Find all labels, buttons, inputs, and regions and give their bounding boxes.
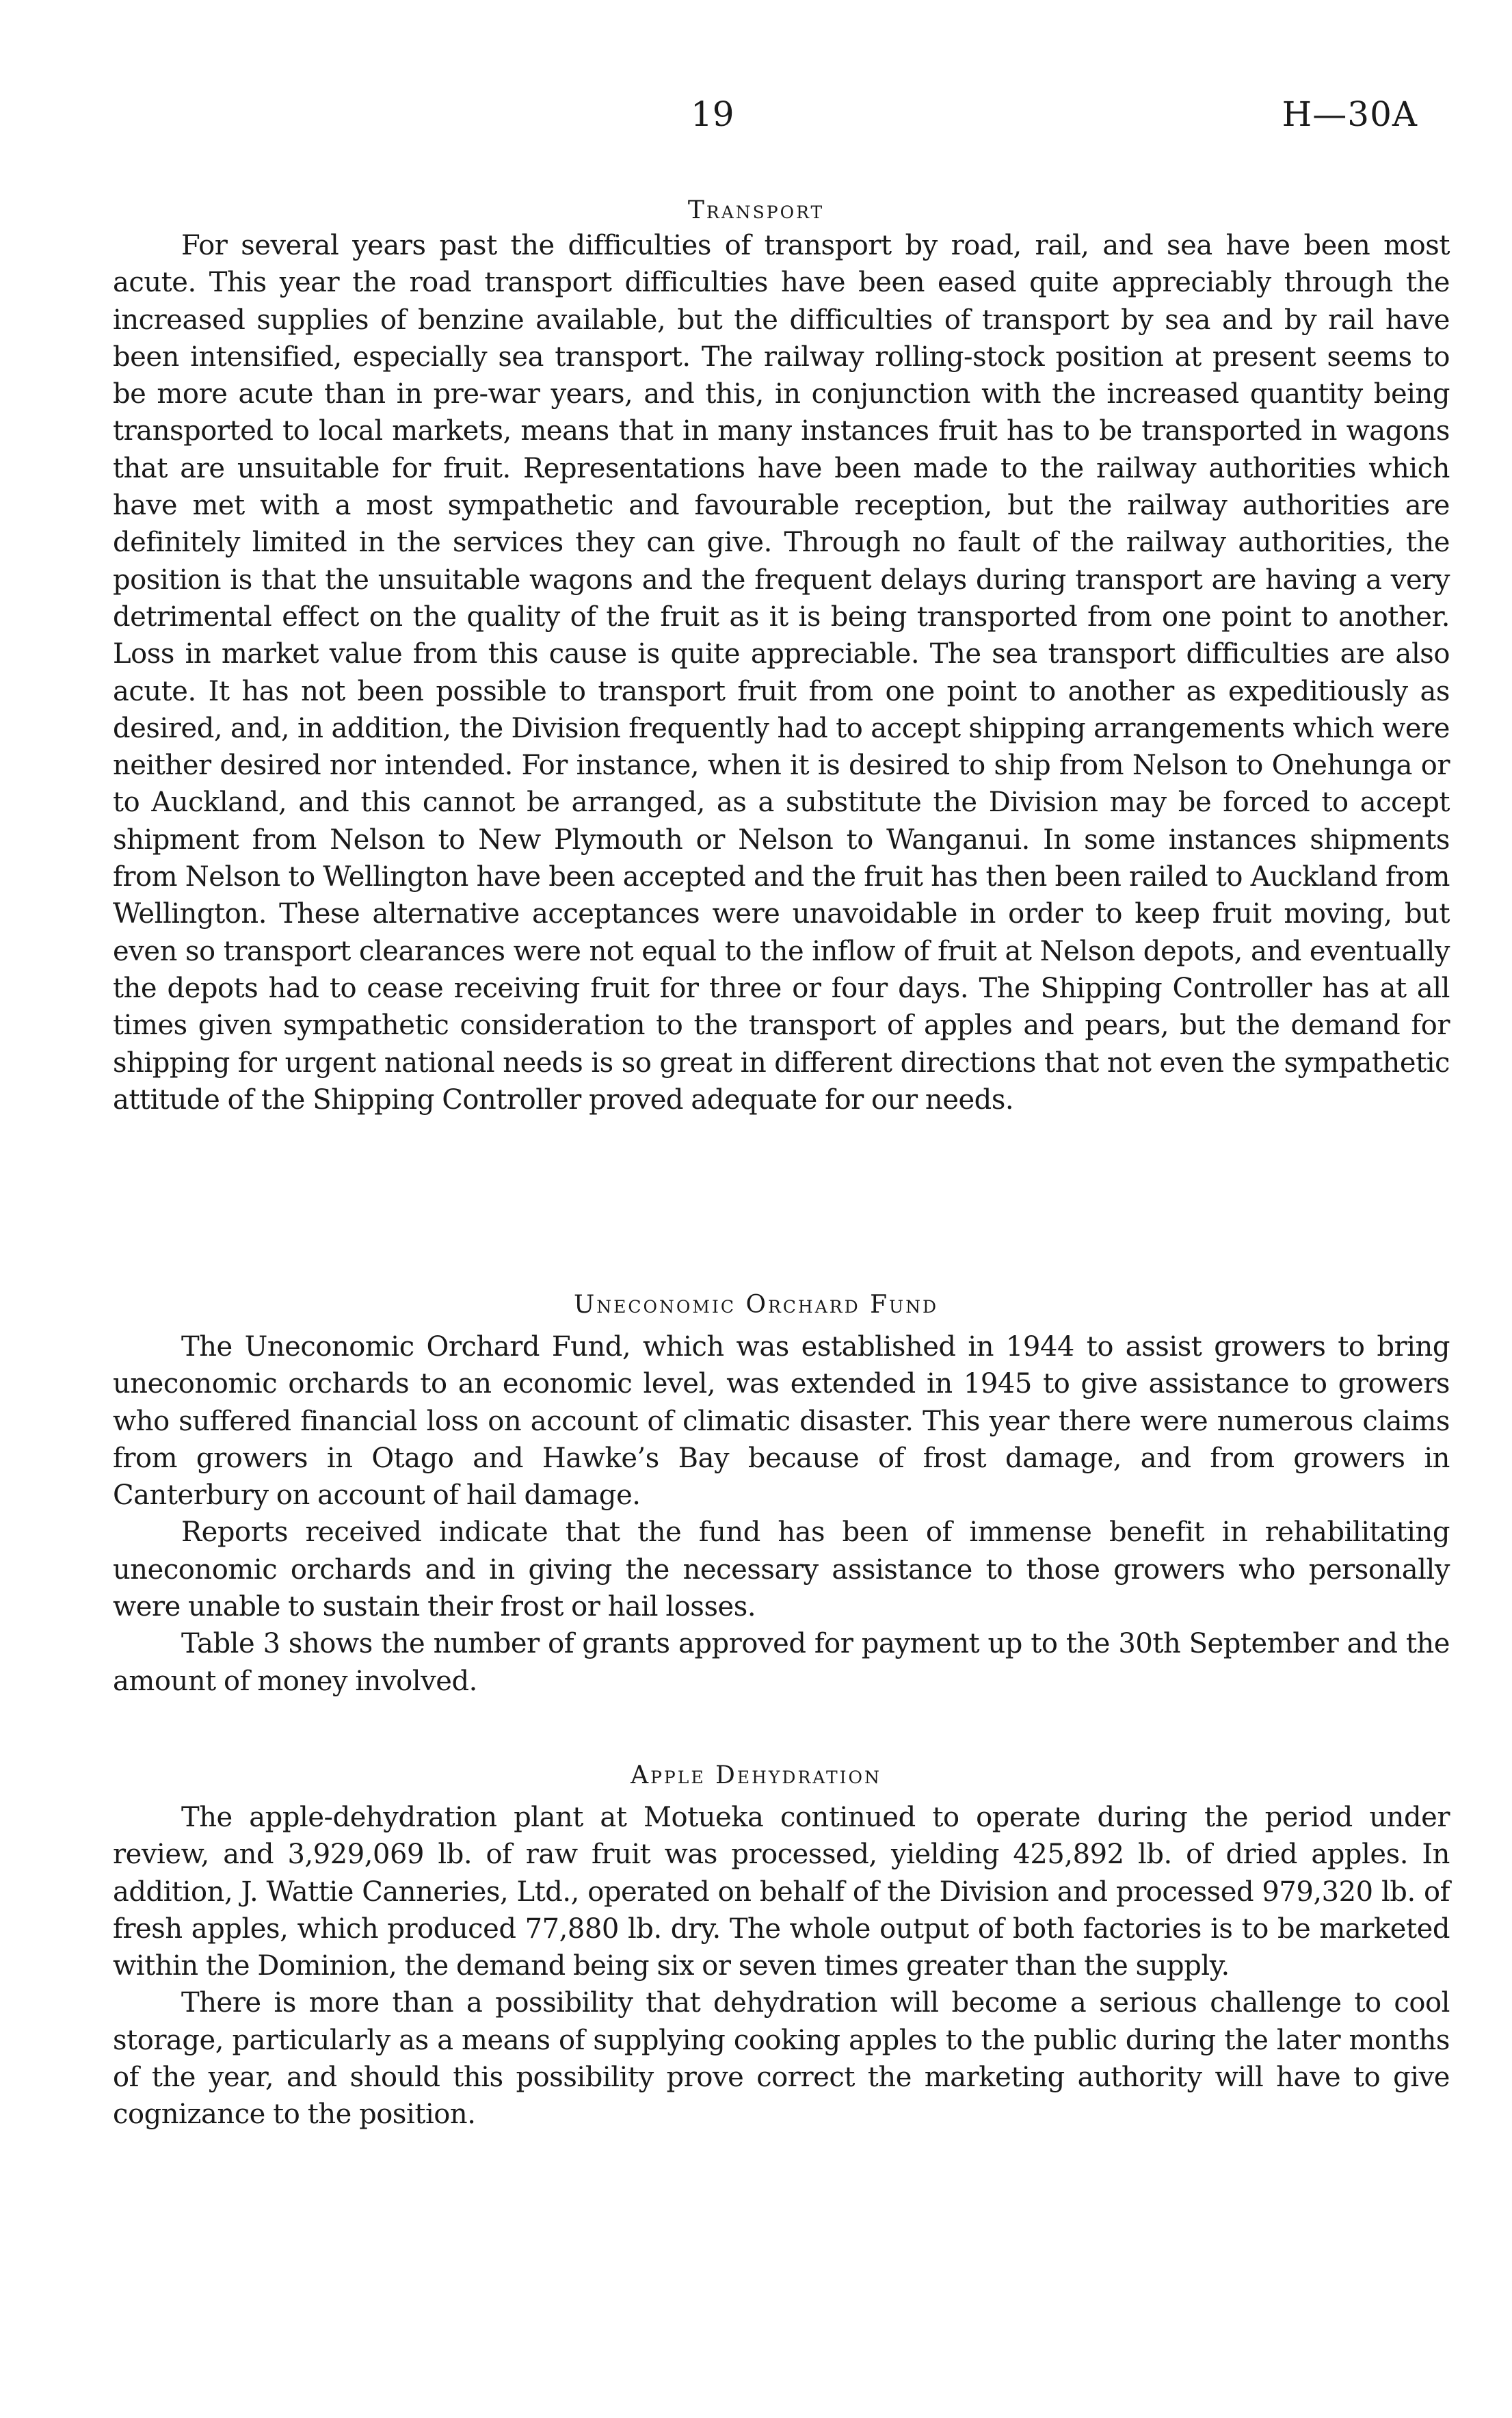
- section-heading-transport: Transport: [687, 196, 825, 224]
- section-body-uneconomic-orchard-fund: [113, 1328, 1450, 1700]
- section-body-transport: [113, 227, 1450, 1118]
- section-heading-apple-dehydration: Apple Dehydration: [631, 1761, 881, 1789]
- paragraph: There is more than a possibility that dehydration will become a serious challenge to cool storage, particularly as a means of supplying cooking apples to the public during the later months of the year, and should this possibility prove correct the marketing authority will have to give cognizance to the position.: [113, 1987, 1450, 2131]
- paragraph: The Uneconomic Orchard Fund, which was established in 1944 to assist growers to bring uneconomic orchards to an economic level, was extended in 1945 to give assistance to growers who suffered financial loss on account of climatic disaster. This year there were numerous claims from growers in Otago and Hawke’s Bay because of frost damage, and from growers in Canterbury on account of hail damage.: [113, 1331, 1450, 1512]
- paragraph: Reports received indicate that the fund has been of immense benefit in rehabilitating uneconomic orchards and in giving the necessary assistance to those growers who personally were unable to sustain their frost or hail losses.: [113, 1516, 1450, 1623]
- section-body-apple-dehydration: [113, 1799, 1450, 2133]
- paragraph: The apple-dehydration plant at Motueka continued to operate during the period under review, and 3,929,069 lb. of raw fruit was processed, yielding 425,892 lb. of dried apples. In addition, J. Wattie Canneries, Ltd., operated on behalf of the Division and processed 979,320 lb. of fresh apples, which produced 77,880 lb. dry. The whole output of both factories is to be marketed within the Dominion, the demand being six or seven times greater than the supply.: [113, 1802, 1450, 1982]
- document-reference: H—30A: [1282, 94, 1418, 134]
- paragraph: Table 3 shows the number of grants approved for payment up to the 30th September and the amount of money involved.: [113, 1628, 1450, 1697]
- page-number: 19: [691, 94, 734, 134]
- section-heading-uneconomic-orchard-fund: Uneconomic Orchard Fund: [573, 1291, 939, 1319]
- paragraph: For several years past the difficulties of transport by road, rail, and sea have been most acute. This year the road transport difficulties have been eased quite appreciably through the increased supplies of benzine available, but the difficulties of transport by sea and by rail have been intensified, especially sea transport. The railway rolling-stock position at present seems to be more acute than in pre-war years, and this, in conjunction with the increased quantity being transported to local markets, means that in many instances fruit has to be transported in wagons that are unsuitable for fruit. Representations have been made to the railway authorities which have met with a most sympathetic and favourable reception, but the railway authorities are definitely limited in the services they can give. Through no fault of the railway authorities, the position is that the unsuitable wagons and the frequent delays during transport are having a very detrimental effect on the quality of the fruit as it is being transported from one point to another. Loss in market value from this cause is quite appreciable. The sea transport difficulties are also acute. It has not been possible to transport fruit from one point to another as expeditiously as desired, and, in addition, the Division frequently had to accept shipping arrangements which were neither desired nor intended. For instance, when it is desired to ship from Nelson to Onehunga or to Auckland, and this cannot be arranged, as a substitute the Division may be forced to accept shipment from Nelson to New Plymouth or Nelson to Wanganui. In some instances shipments from Nelson to Wellington have been accepted and the fruit has then been railed to Auckland from Wellington. These alternative acceptances were unavoidable in order to keep fruit moving, but even so transport clearances were not equal to the inflow of fruit at Nelson depots, and eventually the depots had to cease receiving fruit for three or four days. The Shipping Controller has at all times given sympathetic consideration to the transport of apples and pears, but the demand for shipping for urgent national needs is so great in different directions that not even the sympathetic attitude of the Shipping Controller proved adequate for our needs.: [113, 230, 1450, 1116]
